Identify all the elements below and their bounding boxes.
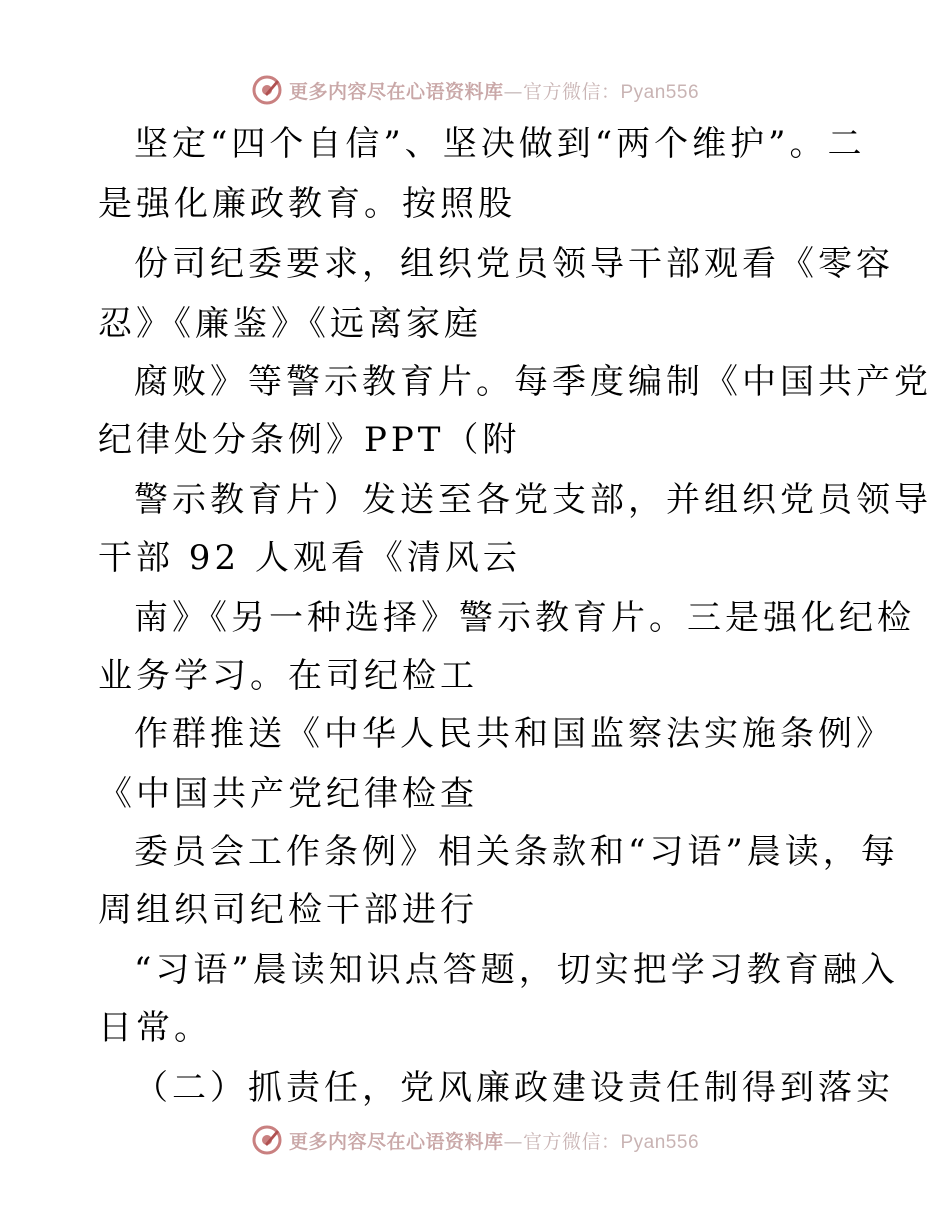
header-watermark [0,72,950,108]
text-line: 南》《另一种选择》警示教育片。三是强化纪检 [134,598,915,638]
watermark-main: 更多内容尽在心语资料库 [288,1130,504,1153]
watermark-main: 更多内容尽在心语资料库 [288,80,504,103]
text-line: 干部 92 人观看《清风云 [98,538,521,578]
watermark-text [289,1127,699,1154]
watermark-sub: 官方微信： [522,80,621,103]
watermark-id: Pyan556 [620,1131,700,1153]
text-line: 周组织司纪检干部进行 [98,890,478,930]
watermark-separator: — [503,80,523,103]
text-line: 警示教育片）发送至各党支部，并组织党员领导 [134,480,932,520]
text-line: 份司纪委要求，组织党员领导干部观看《零容 [134,244,894,284]
text-line: 腐败》等警示教育片。每季度编制《中国共产党 [134,362,932,402]
text-line: 《中国共产党纪律检查 [98,774,478,814]
text-line: 委员会工作条例》相关条款和“习语”晨读，每 [134,832,899,872]
text-line: 日常。 [98,1008,212,1048]
text-line: “习语”晨读知识点答题，切实把学习教育融入 [134,950,899,990]
logo-icon [251,1124,283,1156]
footer-watermark [0,1122,950,1158]
text-line: 纪律处分条例》PPT（附 [98,420,521,460]
watermark-separator: — [503,1130,523,1153]
text-line: 业务学习。在司纪检工 [98,656,478,696]
watermark-text [289,77,699,104]
text-line: 坚定“四个自信”、坚决做到“两个维护”。二 [134,124,866,164]
text-line: 是强化廉政教育。按照股 [98,184,516,224]
watermark-sub: 官方微信： [522,1130,621,1153]
logo-icon [251,74,283,106]
watermark-id: Pyan556 [620,81,700,103]
text-line: 忍》《廉鉴》《远离家庭 [98,304,482,344]
section-heading: （二）抓责任，党风廉政建设责任制得到落实 [134,1068,894,1108]
text-line: 作群推送《中华人民共和国监察法实施条例》 [134,714,894,754]
